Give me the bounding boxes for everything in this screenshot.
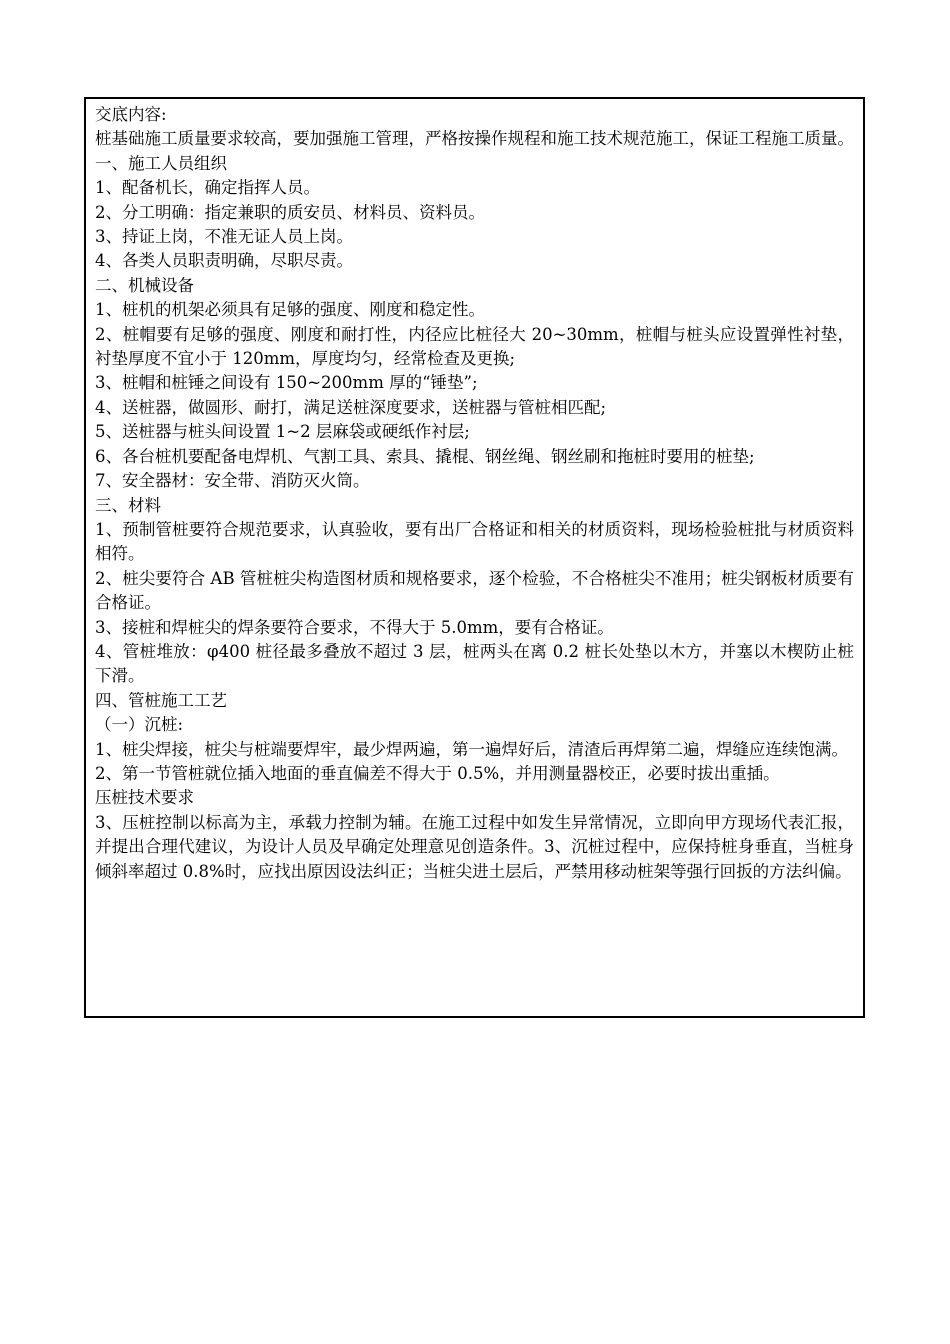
list-item: 1、预制管桩要符合规范要求，认真验收，要有出厂合格证和相关的材质资料，现场检验桩批与材质资料相符。 (95, 519, 854, 564)
list-item: 3、持证上岗，不准无证人员上岗。 (95, 227, 353, 247)
heading-process: 四、管桩施工工艺 (95, 690, 227, 710)
list-item: 1、配备机长，确定指挥人员。 (95, 178, 320, 198)
heading-equipment: 二、机械设备 (95, 275, 194, 295)
list-item: 2、桩帽要有足够的强度、刚度和耐打性，内径应比桩径大 20~30mm，桩帽与桩头应设置弹性衬垫，衬垫厚度不宜小于 120mm，厚度均匀，经常检查及更换; (95, 324, 854, 369)
section-label: 交底内容: (95, 105, 167, 124)
list-item: 2、桩尖要符合 AB 管桩桩尖构造图材质和规格要求，逐个检验，不合格桩尖不准用；桩尖钢板材质要有合格证。 (95, 568, 854, 613)
subheading-pressing: 压桩技术要求 (95, 788, 194, 808)
list-item: 2、第一节管桩就位插入地面的垂直偏差不得大于 0.5%，并用测量器校正，必要时拔出重插。 (95, 763, 780, 783)
list-item: 4、送桩器，做圆形、耐打，满足送桩深度要求，送桩器与管桩相匹配; (95, 397, 607, 417)
list-item: 2、分工明确：指定兼职的质安员、材料员、资料员。 (95, 202, 485, 222)
list-item: 1、桩尖焊接，桩尖与桩端要焊牢，最少焊两遍，第一遍焊好后，清渣后再焊第二遍，焊缝应连续饱满。 (95, 739, 848, 759)
list-item: 4、管桩堆放：φ400 桩径最多叠放不超过 3 层，桩两头在离 0.2 桩长处垫以木方，并塞以木楔防止桩下滑。 (95, 641, 854, 686)
document-table-cell (84, 97, 865, 1018)
list-item: 3、桩帽和桩锤之间设有 150~200mm 厚的“锤垫”; (95, 373, 478, 393)
list-item: 4、各类人员职责明确，尽职尽责。 (95, 251, 353, 271)
heading-materials: 三、材料 (95, 495, 161, 515)
subheading-piling: （一）沉桩: (95, 715, 184, 735)
list-item: 3、接桩和焊桩尖的焊条要符合要求，不得大于 5.0mm，要有合格证。 (95, 617, 614, 637)
intro-paragraph: 桩基础施工质量要求较高，要加强施工管理，严格按操作规程和施工技术规范施工，保证工程施工质量。 (95, 129, 854, 149)
list-item: 5、送桩器与桩头间设置 1~2 层麻袋或硬纸作衬层; (95, 422, 470, 442)
list-item: 7、安全器材：安全带、消防灭火筒。 (95, 471, 370, 491)
list-item: 3、压桩控制以标高为主，承载力控制为辅。在施工过程中如发生异常情况，立即向甲方现场代表汇报，并提出合理代建议，为设计人员及早确定处理意见创造条件。3、沉桩过程中，应保持桩身垂直，当桩身倾斜率超过 0.8%时，应找出原因设法纠正；当桩尖进土层后，严禁用移动桩架等强行回扳的方法纠偏。 (95, 812, 854, 881)
list-item: 1、桩机的机架必须具有足够的强度、刚度和稳定性。 (95, 300, 485, 320)
heading-personnel: 一、施工人员组织 (95, 153, 227, 173)
list-item: 6、各台桩机要配备电焊机、气割工具、索具、撬棍、钢丝绳、钢丝刷和拖桩时要用的桩垫; (95, 446, 755, 466)
